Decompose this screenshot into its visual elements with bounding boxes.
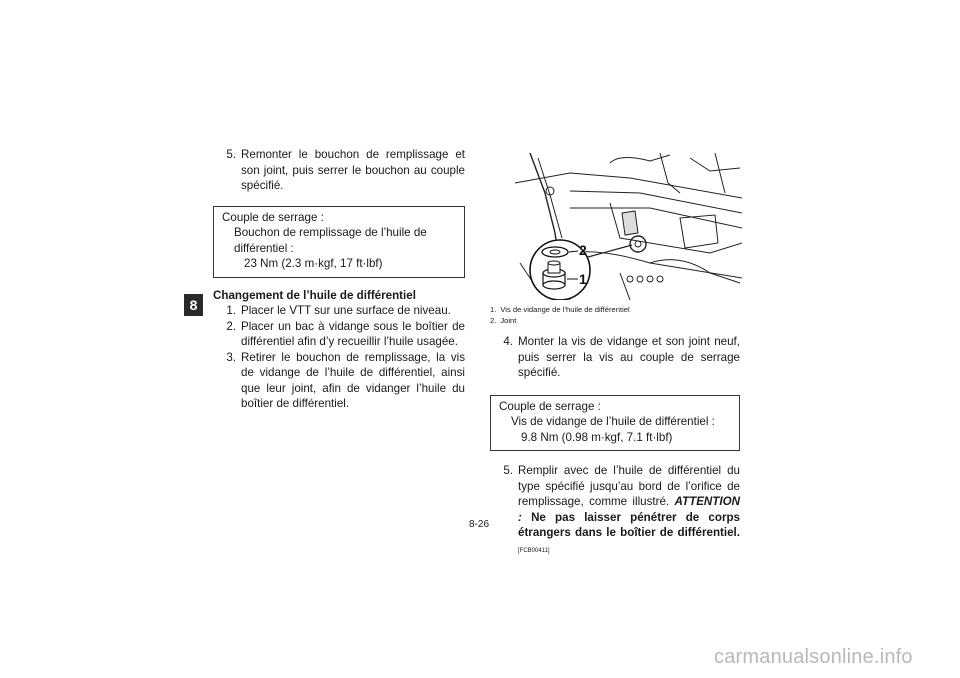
step-3	[213, 350, 465, 412]
step-text: Retirer le bouchon de remplissage, la vis de vidange de l’huile de différentiel, ainsi que leur joint, afin de vidanger l’huile du boîtier de différentiel.	[241, 350, 465, 410]
step-number: 5.	[503, 464, 513, 477]
attention-text: Ne pas laisser pénétrer de corps étrangers dans le boîtier de différentiel.	[518, 510, 740, 539]
torque-box-value: 9.8 Nm (0.98 m·kgf, 7.1 ft·lbf)	[521, 430, 673, 444]
differential-photo	[510, 153, 742, 300]
watermark: carmanualsonline.info	[714, 646, 913, 668]
step-text: Remonter le bouchon de remplissage et son joint, puis serrer le bouchon au couple spécifié.	[241, 148, 465, 192]
step-text: Monter la vis de vidange et son joint neuf, puis serrer la vis au couple de serrage spécifié.	[518, 335, 740, 379]
torque-box-value: 23 Nm (2.3 m·kgf, 17 ft·lbf)	[244, 257, 383, 270]
step-number: 2.	[226, 319, 236, 333]
step-4	[490, 334, 740, 381]
caption-1	[490, 305, 740, 316]
torque-box-item: Bouchon de remplissage de l’huile de différentiel :	[234, 226, 427, 255]
torque-box-drain-bolt	[490, 395, 740, 452]
step-number: 1.	[226, 304, 236, 317]
section-heading: Changement de l’huile de différentiel	[213, 288, 416, 302]
caption-number: 2.	[490, 315, 497, 325]
step-text: Placer le VTT sur une surface de niveau.	[241, 304, 451, 317]
step-text: Placer un bac à vidange sous le boîtier de différentiel afin d’y recueillir l’huile usagée.	[241, 319, 465, 348]
torque-box-title: Couple de serrage :	[499, 399, 601, 413]
step-text: Remplir avec de l’huile de différentiel du type spécifié jusqu’au bord de l’orifice de remplissage, comme illustré.	[518, 464, 740, 508]
callout-label-2: 2	[579, 242, 587, 258]
attention-label: ATTENTION :	[518, 495, 740, 524]
figure-captions	[490, 305, 740, 326]
caption-text: Joint	[500, 315, 517, 325]
step-5-right	[490, 463, 740, 559]
right-column	[490, 147, 740, 559]
caution-code: [FCB00411]	[518, 547, 550, 554]
step-1	[213, 303, 465, 319]
step-text-block	[518, 463, 740, 559]
page-number: 8-26	[469, 519, 490, 530]
step-number: 5.	[226, 148, 236, 161]
torque-box-item: Vis de vidange de l’huile de différentiel :	[511, 415, 715, 428]
differential-illustration	[510, 153, 742, 300]
chapter-tab	[184, 294, 203, 316]
caption-2	[490, 316, 740, 327]
step-5-left	[213, 147, 465, 194]
caption-text: Vis de vidange de l’huile de différentiel	[500, 305, 630, 314]
step-number: 4.	[503, 335, 513, 348]
torque-box-title: Couple de serrage :	[222, 210, 324, 224]
left-column	[213, 147, 465, 412]
caption-number: 1.	[490, 305, 497, 314]
step-number: 3.	[226, 350, 236, 364]
callout-label-1: 1	[579, 271, 587, 287]
chapter-number: 8	[189, 297, 198, 313]
step-2	[213, 319, 465, 350]
torque-box-fill-plug	[213, 206, 465, 278]
